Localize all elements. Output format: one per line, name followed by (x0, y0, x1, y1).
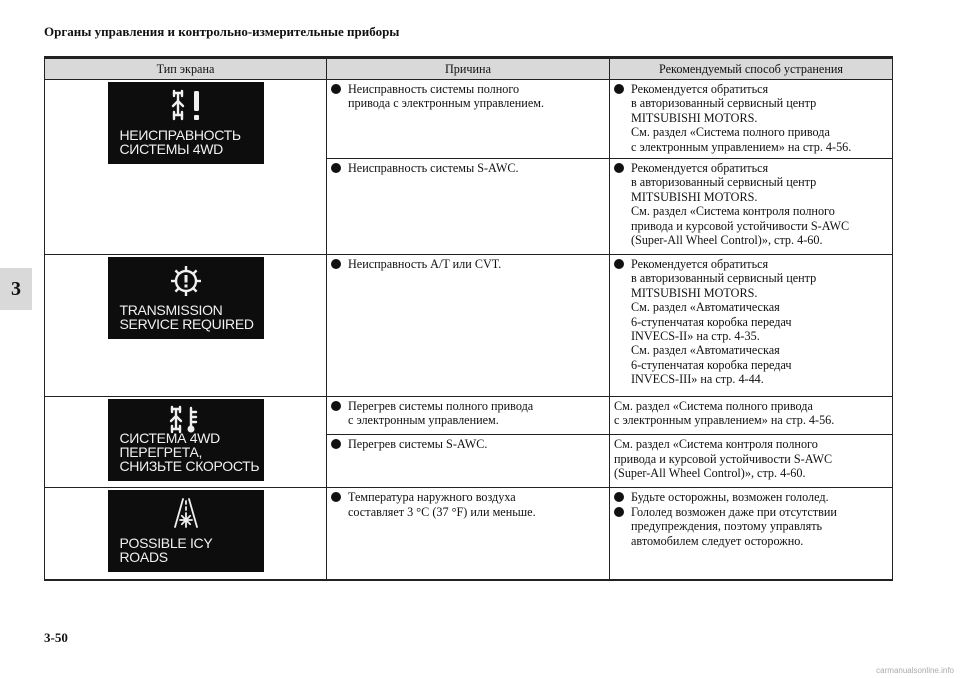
remedy-text-b: Гололед возможен даже при отсутствии предупреждения, поэтому управлять автомобилем следует осторожно. (631, 504, 837, 548)
display-screen-transmission (108, 257, 264, 339)
display-text: POSSIBLE ICY ROADS (119, 535, 213, 566)
bullet-icon (331, 401, 341, 411)
cause-text: Перегрев системы S-AWC. (348, 437, 488, 452)
remedy-text-a: Будьте осторожны, возможен гололед. (631, 490, 829, 505)
cause-text: Температура наружного воздуха составляет 3 °C (37 °F) или меньше. (348, 490, 536, 519)
display-screen-4wd-overheat (108, 399, 264, 481)
bullet-icon (614, 492, 624, 502)
bullet-icon (614, 507, 624, 517)
cause-text: Неисправность A/T или CVT. (348, 257, 502, 271)
screen-cell (45, 80, 327, 255)
remedy-text: Рекомендуется обратиться в авторизованный сервисный центр MITSUBISHI MOTORS. См. раздел «Автоматическая 6-ступенчатая коробка передач INVECS-II» на стр. 4-35. См. раздел «Автоматическая 6-ступенчатая коробка передач INVECS-III» на стр. 4-44. (631, 257, 817, 387)
remedy-cell (610, 488, 893, 580)
cause-cell (327, 80, 610, 159)
screen-cell (45, 488, 327, 580)
cause-cell (327, 159, 610, 255)
remedy-cell (610, 159, 893, 255)
cause-text: Перегрев системы полного привода с электронным управлением. (348, 399, 534, 428)
bullet-icon (331, 439, 341, 449)
remedy-cell (610, 80, 893, 159)
table-row (45, 397, 893, 435)
icy-road-icon (166, 496, 206, 533)
watermark: carmanualsonline.info (876, 666, 954, 675)
table-row (45, 488, 893, 580)
table-row (45, 80, 893, 159)
display-screen-icy-roads (108, 490, 264, 572)
cause-text: Неисправность системы полного привода с электронным управлением. (348, 82, 544, 111)
bullet-icon (614, 163, 624, 173)
bullet-icon (614, 259, 624, 269)
remedy-cell (610, 435, 893, 488)
screen-cell (45, 255, 327, 397)
remedy-cell (610, 255, 893, 397)
warning-table (44, 56, 893, 581)
remedy-text: Рекомендуется обратиться в авторизованный сервисный центр MITSUBISHI MOTORS. См. раздел «Система полного привода с электронным управлением» на стр. 4-56. (631, 82, 852, 154)
bullet-icon (331, 84, 341, 94)
bullet-icon (331, 163, 341, 173)
table-header-row (45, 58, 893, 80)
bullet-icon (331, 259, 341, 269)
display-screen-4wd-malfunction (108, 82, 264, 164)
display-text: TRANSMISSION SERVICE REQUIRED (119, 302, 254, 332)
cause-cell (327, 397, 610, 435)
chapter-tab: 3 (0, 268, 32, 310)
awd-warning-icon (158, 88, 214, 127)
screen-cell (45, 397, 327, 488)
cause-cell (327, 255, 610, 397)
page-header: Органы управления и контрольно-измерительные приборы (44, 24, 400, 39)
remedy-cell (610, 397, 893, 435)
display-text: НЕИСПРАВНОСТЬ СИСТЕМЫ 4WD (119, 127, 241, 157)
header-remedy: Рекомендуемый способ устранения (610, 58, 893, 80)
remedy-text: Рекомендуется обратиться в авторизованный сервисный центр MITSUBISHI MOTORS. См. раздел «Система контроля полного привода и курсовой устойчивости S-AWC (Super-All Wheel Control)», стр. 4-60. (631, 161, 850, 248)
header-cause: Причина (327, 58, 610, 80)
header-screen-type: Тип экрана (45, 58, 327, 80)
remedy-text: См. раздел «Система полного привода с электронным управлением» на стр. 4-56. (614, 399, 835, 428)
gear-warning-icon (168, 263, 204, 302)
table-row (45, 255, 893, 397)
cause-cell (327, 435, 610, 488)
bullet-icon (331, 492, 341, 502)
bullet-icon (614, 84, 624, 94)
cause-text: Неисправность системы S-AWC. (348, 161, 519, 175)
remedy-text: См. раздел «Система контроля полного привода и курсовой устойчивости S-AWC (Super-All Wheel Control)», стр. 4-60. (614, 437, 833, 481)
display-text: СИСТЕМА 4WD ПЕРЕГРЕТА, СНИЗЬТЕ СКОРОСТЬ (119, 430, 260, 474)
cause-cell (327, 488, 610, 580)
page-number: 3-50 (44, 630, 68, 645)
